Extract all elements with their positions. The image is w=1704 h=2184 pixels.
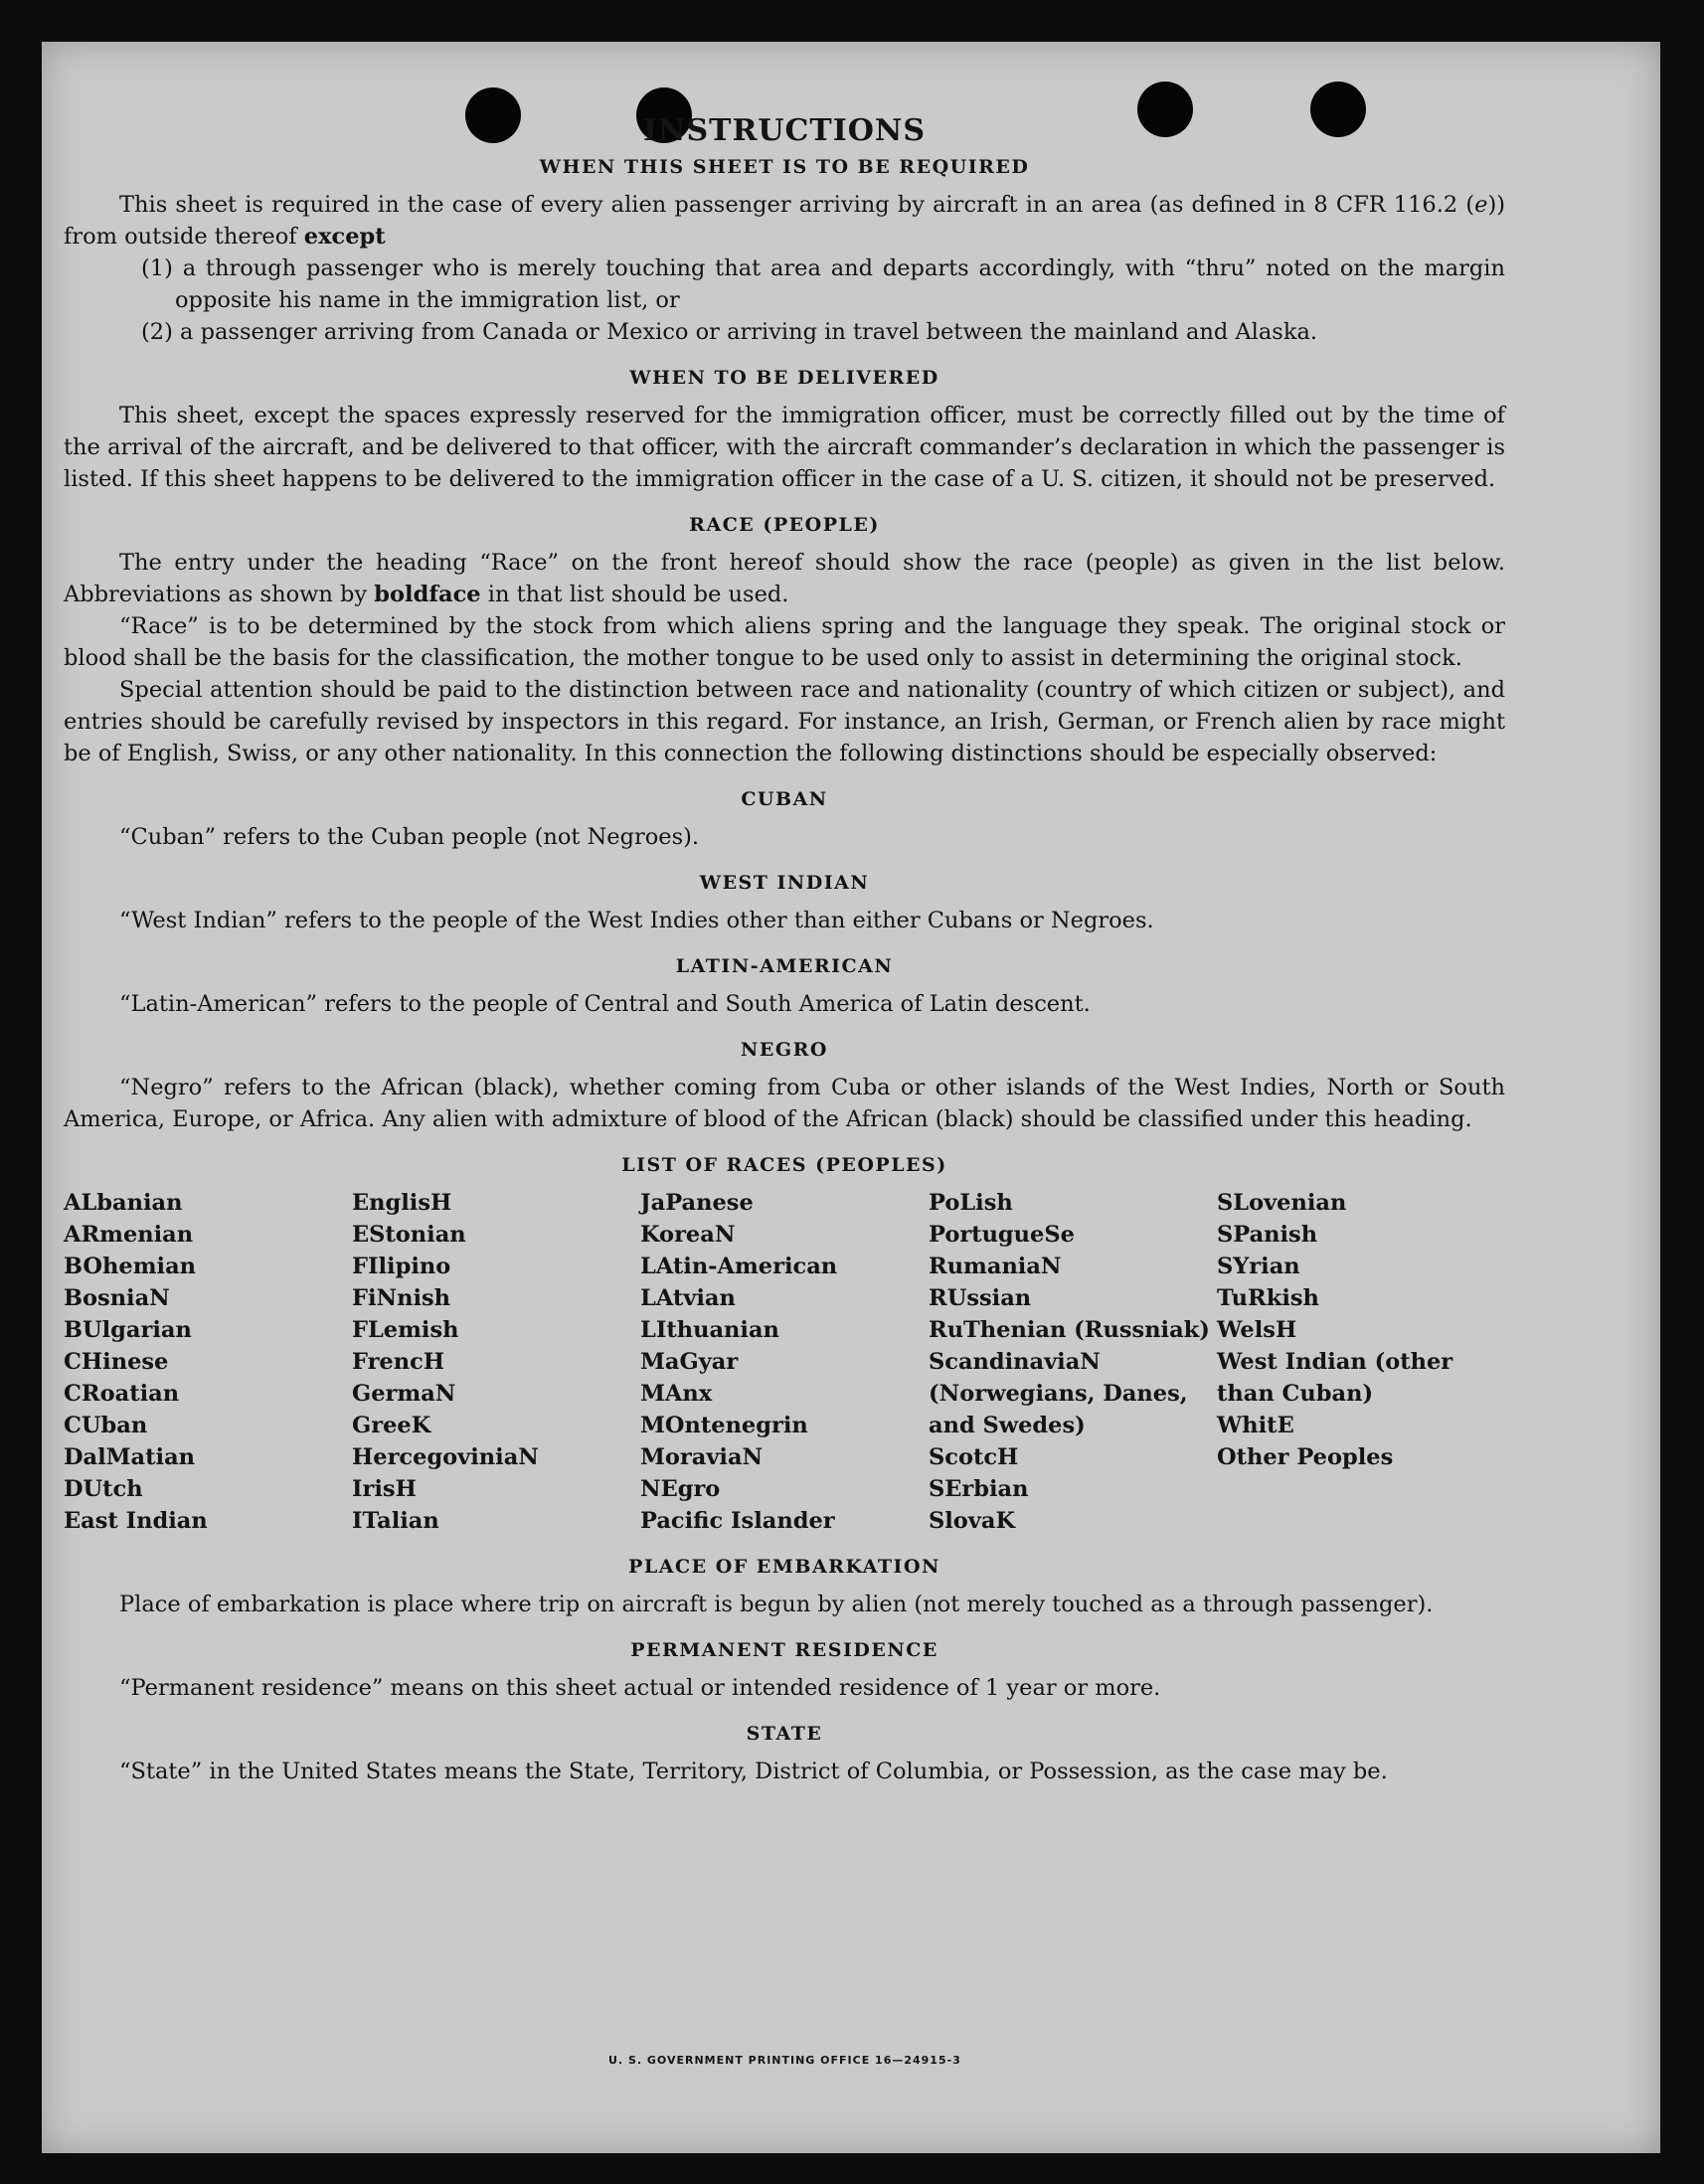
race-item: SlovaK (929, 1508, 1016, 1534)
heading-race: RACE (PEOPLE) (689, 514, 880, 536)
races-column (929, 1187, 1217, 1537)
races-column (640, 1187, 929, 1537)
race-item: BosniaN (64, 1285, 170, 1311)
race-item: EnglisH (352, 1190, 452, 1216)
when-required-item-2: (2) a passenger arriving from Canada or Mexico or arriving in travel between the mainland and Alaska. (141, 319, 1318, 345)
heading-when-delivered: WHEN TO BE DELIVERED (629, 367, 939, 389)
race-item: HercegoviniaN (352, 1444, 539, 1470)
race-item: FLemish (352, 1317, 459, 1343)
race-item: CRoatian (64, 1381, 180, 1407)
page-title: INSTRUCTIONS (643, 113, 926, 148)
races-list (64, 1187, 1505, 1537)
race-item: IrisH (352, 1476, 417, 1502)
race-item: MaGyar (640, 1349, 739, 1375)
race-item: ScotcH (929, 1444, 1019, 1470)
cuban-text: “Cuban” refers to the Cuban people (not Negroes). (119, 824, 700, 850)
race-item: PoLish (929, 1190, 1013, 1216)
latin-american-text: “Latin-American” refers to the people of Central and South America of Latin descent. (119, 991, 1091, 1017)
when-required-item-1: (1) a through passenger who is merely touching that area and departs accordingly, with “thru” noted on the margin opposite his name in the immigration list, or (141, 255, 1505, 313)
race-item: LIthuanian (640, 1317, 779, 1343)
heading-embarkation: PLACE OF EMBARKATION (628, 1556, 940, 1578)
race-item: Other Peoples (1217, 1444, 1394, 1470)
heading-list-of-races: LIST OF RACES (PEOPLES) (621, 1154, 947, 1176)
race-item: FiNnish (352, 1285, 451, 1311)
race-item: NEgro (640, 1476, 721, 1502)
races-column (352, 1187, 640, 1537)
race-item: ALbanian (64, 1190, 183, 1216)
race-item: TuRkish (1217, 1285, 1319, 1311)
negro-text: “Negro” refers to the African (black), whether coming from Cuba or other islands of the West Indies, North or South America, Europe, or Africa. Any alien with admixture of blood of the African (black) should be classified under this heading. (64, 1075, 1505, 1132)
race-item: Pacific Islander (640, 1508, 835, 1534)
race-item: GreeK (352, 1413, 431, 1438)
race-item: BOhemian (64, 1254, 197, 1279)
race-item: FIlipino (352, 1254, 451, 1279)
race-item: JaPanese (640, 1190, 754, 1216)
race-paragraph-1: The entry under the heading “Race” on the front hereof should show the race (people) as given in the list below. Abbreviations as shown by boldface in that list should be used. (64, 550, 1505, 607)
race-item: SYrian (1217, 1254, 1300, 1279)
permanent-residence-text: “Permanent residence” means on this sheet actual or intended residence of 1 year or more. (119, 1675, 1161, 1701)
races-column (1217, 1187, 1505, 1537)
instructions-content (64, 113, 1505, 1787)
printing-office-footer: U. S. GOVERNMENT PRINTING OFFICE 16—24915-3 (608, 2054, 961, 2067)
race-item: LAtin-American (640, 1254, 838, 1279)
race-item: RuThenian (Russniak) (929, 1317, 1210, 1343)
document-sheet (42, 42, 1660, 2153)
race-item: EStonian (352, 1222, 466, 1248)
race-paragraph-3: Special attention should be paid to the distinction between race and nationality (country of which citizen or subject), and entries should be carefully revised by inspectors in this regard. For instance, an Irish, German, or French alien by race might be of English, Swiss, or any other nationality. In this connection the following distinctions should be especially observed: (64, 677, 1505, 766)
race-item: KoreaN (640, 1222, 736, 1248)
race-item: ScandinaviaN (Norwegians, Danes, and Swedes) (929, 1349, 1188, 1438)
race-item: BUlgarian (64, 1317, 192, 1343)
state-text: “State” in the United States means the State, Territory, District of Columbia, or Possession, as the case may be. (119, 1759, 1388, 1784)
race-item: West Indian (other than Cuban) (1217, 1349, 1453, 1407)
west-indian-text: “West Indian” refers to the people of the West Indies other than either Cubans or Negroes. (119, 908, 1154, 933)
race-item: ITalian (352, 1508, 439, 1534)
race-paragraph-2: “Race” is to be determined by the stock from which aliens spring and the language they speak. The original stock or blood shall be the basis for the classification, the mother tongue to be used only to assist in determining the original stock. (64, 613, 1505, 671)
race-item: RumaniaN (929, 1254, 1062, 1279)
race-item: MAnx (640, 1381, 713, 1407)
race-item: GermaN (352, 1381, 456, 1407)
when-required-intro: This sheet is required in the case of every alien passenger arriving by aircraft in an area (as defined in 8 CFR 116.2 (e)) from outside thereof except (64, 192, 1505, 250)
race-item: SPanish (1217, 1222, 1318, 1248)
heading-west-indian: WEST INDIAN (699, 872, 870, 894)
when-delivered-text: This sheet, except the spaces expressly reserved for the immigration officer, must be correctly filled out by the time of the arrival of the aircraft, and be delivered to that officer, with the aircraft commander’s declaration in which the passenger is listed. If this sheet happens to be delivered to the immigration officer in the case of a U. S. citizen, it should not be preserved. (64, 403, 1505, 492)
race-item: CUban (64, 1413, 148, 1438)
race-item: WhitE (1217, 1413, 1294, 1438)
race-item: DalMatian (64, 1444, 196, 1470)
races-column (64, 1187, 352, 1537)
race-item: LAtvian (640, 1285, 736, 1311)
race-item: East Indian (64, 1508, 208, 1534)
race-item: SErbian (929, 1476, 1029, 1502)
heading-state: STATE (746, 1723, 823, 1745)
heading-latin-american: LATIN-AMERICAN (675, 955, 894, 977)
heading-permanent-residence: PERMANENT RESIDENCE (630, 1639, 938, 1661)
race-item: MoraviaN (640, 1444, 764, 1470)
race-item: MOntenegrin (640, 1413, 808, 1438)
race-item: ARmenian (64, 1222, 194, 1248)
race-item: PortugueSe (929, 1222, 1075, 1248)
heading-when-required: WHEN THIS SHEET IS TO BE REQUIRED (539, 156, 1030, 178)
heading-cuban: CUBAN (741, 788, 828, 810)
heading-negro: NEGRO (741, 1039, 828, 1061)
race-item: SLovenian (1217, 1190, 1347, 1216)
race-item: CHinese (64, 1349, 169, 1375)
race-item: WelsH (1217, 1317, 1297, 1343)
race-item: DUtch (64, 1476, 143, 1502)
race-item: FrencH (352, 1349, 445, 1375)
embarkation-text: Place of embarkation is place where trip on aircraft is begun by alien (not merely touched as a through passenger). (119, 1592, 1434, 1617)
race-item: RUssian (929, 1285, 1032, 1311)
